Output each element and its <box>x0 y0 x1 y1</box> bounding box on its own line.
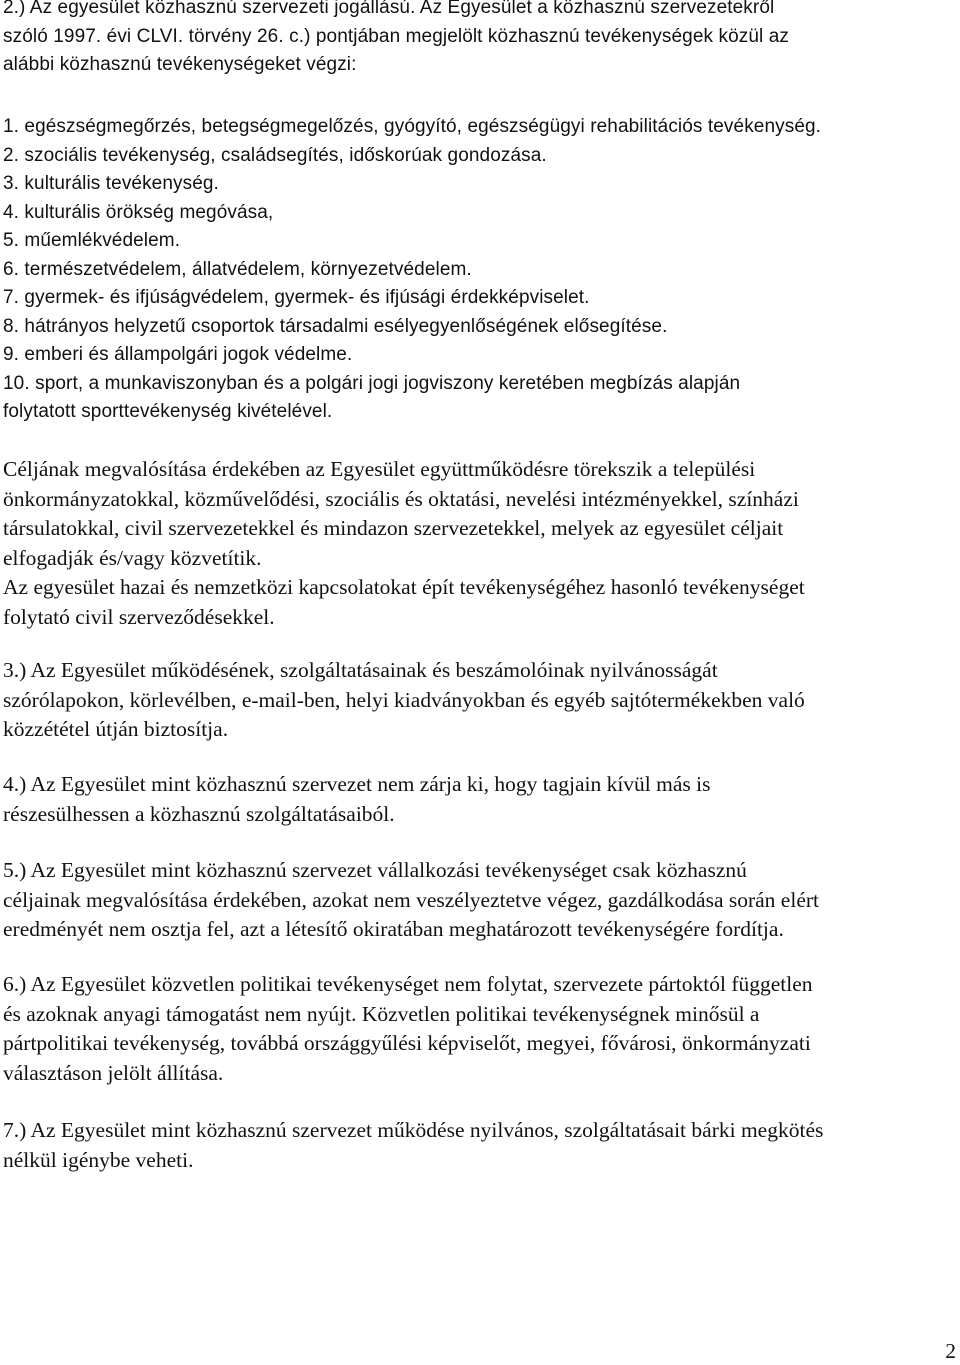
text-line: alábbi közhasznú tevékenységeket végzi: <box>3 54 357 75</box>
cooperation-paragraph <box>3 455 953 632</box>
list-item: 8. hátrányos helyzetű csoportok társadalmi esélyegyenlőségének elősegítése. <box>3 315 668 337</box>
text-line: 5.) Az Egyesület mint közhasznú szervezet vállalkozási tevékenységet csak közhasznú <box>3 858 747 882</box>
section-7 <box>3 1116 953 1175</box>
text-line: választáson jelölt állítása. <box>3 1060 224 1085</box>
text-line: 6.) Az Egyesület közvetlen politikai tevékenységet nem folytat, szervezete pártoktól független <box>3 972 813 996</box>
list-item: 4. kulturális örökség megóvása, <box>3 201 274 223</box>
page-number: 2 <box>945 1339 956 1363</box>
list-item: 1. egészségmegőrzés, betegségmegelőzés, gyógyító, egészségügyi rehabilitációs tevékenység. <box>3 116 822 137</box>
text-line: pártpolitikai tevékenység, továbbá országgyűlési képviselőt, megyei, fővárosi, önkormányzati <box>3 1031 811 1055</box>
section-2-intro <box>3 0 953 80</box>
text-line: céljainak megvalósítása érdekében, azokat nem veszélyeztetve végez, gazdálkodása során elért <box>3 887 819 912</box>
list-item: 6. természetvédelem, állatvédelem, környezetvédelem. <box>3 258 472 280</box>
text-line: társulatokkal, civil szervezetekkel és mindazon szervezetekkel, melyek az egyesület céljait <box>3 516 784 540</box>
list-item: 5. műemlékvédelem. <box>3 230 181 251</box>
list-item: 2. szociális tevékenység, családsegítés, időskorúak gondozása. <box>3 144 547 166</box>
text-line: 7.) Az Egyesület mint közhasznú szervezet működése nyilvános, szolgáltatásait bárki megkötés <box>3 1118 824 1142</box>
section-4 <box>3 770 953 829</box>
list-item: folytatott sporttevékenység kivételével. <box>3 401 333 422</box>
text-line: folytató civil szerveződésekkel. <box>3 604 275 629</box>
list-item: 7. gyermek- és ifjúságvédelem, gyermek- és ifjúsági érdekképviselet. <box>3 287 590 308</box>
section-3 <box>3 656 953 745</box>
section-6 <box>3 970 953 1088</box>
text-line: 4.) Az Egyesület mint közhasznú szervezet nem zárja ki, hogy tagjain kívül más is <box>3 772 711 796</box>
activity-list <box>3 113 953 427</box>
text-line: részesülhessen a közhasznú szolgáltatásaiból. <box>3 801 395 826</box>
text-line: szóló 1997. évi CLVI. törvény 26. c.) pontjában megjelölt közhasznú tevékenységek közül az <box>3 25 789 47</box>
text-line: elfogadják és/vagy közvetítik. <box>3 545 262 570</box>
list-item: 10. sport, a munkaviszonyban és a polgári jogi jogviszony keretében megbízás alapján <box>3 372 741 394</box>
section-5 <box>3 856 953 945</box>
text-line: eredményét nem osztja fel, azt a létesítő okiratában meghatározott tevékenységére fordítja. <box>3 917 784 941</box>
text-line: Az egyesület hazai és nemzetközi kapcsolatokat épít tevékenységéhez hasonló tevékenységet <box>3 575 805 599</box>
text-line: és azoknak anyagi támogatást nem nyújt. Közvetlen politikai tevékenységnek minősül a <box>3 1001 760 1026</box>
text-line: önkormányzatokkal, közművelődési, szociális és oktatási, nevelési intézményekkel, színházi <box>3 486 799 511</box>
text-line: szórólapokon, körlevélben, e-mail-ben, helyi kiadványokban és egyéb sajtótermékekben való <box>3 687 805 712</box>
text-line: Céljának megvalósítása érdekében az Egyesület együttműködésre törekszik a települési <box>3 457 756 481</box>
list-item: 3. kulturális tevékenység. <box>3 173 219 194</box>
text-line: nélkül igénybe veheti. <box>3 1147 194 1172</box>
text-line: 2.) Az egyesület közhasznú szervezeti jogállású. Az Egyesület a közhasznú szervezetekről <box>3 0 775 18</box>
list-item: 9. emberi és állampolgári jogok védelme. <box>3 344 353 365</box>
text-line: közzététel útján biztosítja. <box>3 717 229 741</box>
text-line: 3.) Az Egyesület működésének, szolgáltatásainak és beszámolóinak nyilvánosságát <box>3 658 718 682</box>
